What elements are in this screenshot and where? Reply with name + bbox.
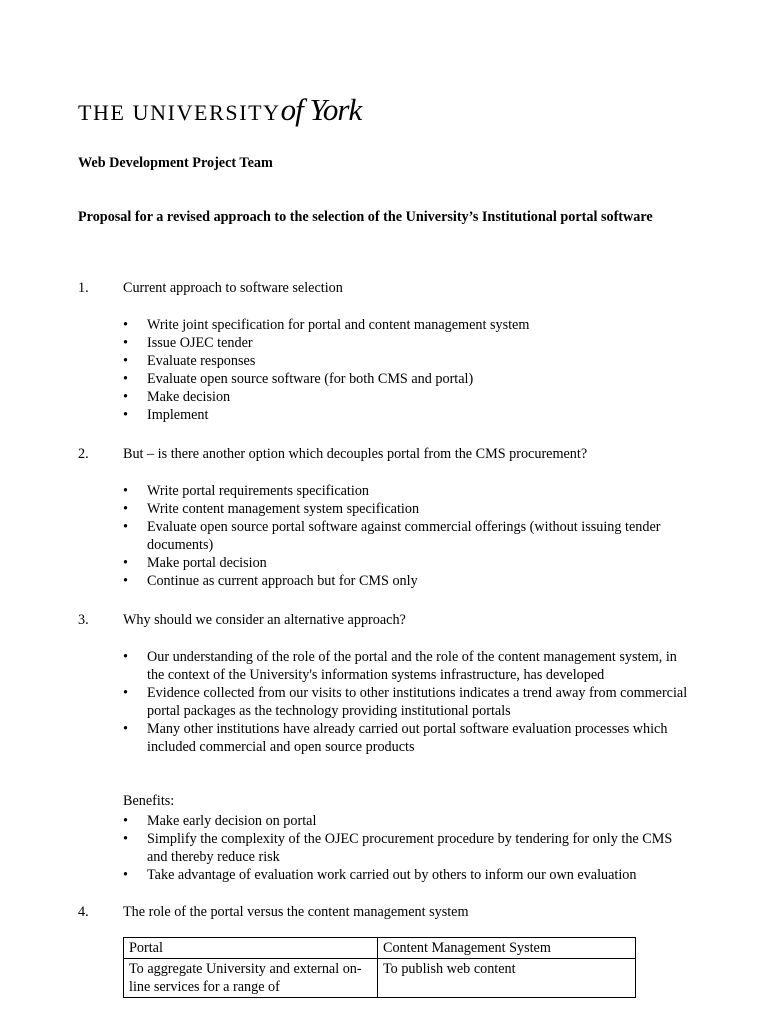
section-1-bullets	[123, 316, 693, 424]
list-item: • Implement	[123, 406, 693, 424]
list-item: • Evaluate open source portal software against commercial offerings (without issuing tender documents)	[123, 518, 683, 554]
list-item: • Take advantage of evaluation work carried out by others to inform our own evaluation	[123, 866, 693, 884]
section-1-number: 1.	[78, 280, 89, 296]
section-3-title: Why should we consider an alternative approach?	[123, 612, 406, 628]
table-header-cell: Content Management System	[378, 938, 636, 959]
benefits-label: Benefits:	[123, 793, 175, 809]
table-row	[124, 959, 636, 998]
list-item: • Simplify the complexity of the OJEC procurement procedure by tendering for only the CMS and thereby reduce risk	[123, 830, 693, 866]
section-4-number: 4.	[78, 904, 89, 920]
list-item: • Write portal requirements specification	[123, 482, 683, 500]
section-4-title: The role of the portal versus the content management system	[123, 904, 469, 920]
university-logo	[78, 92, 398, 132]
list-item: • Make early decision on portal	[123, 812, 693, 830]
list-item: • Continue as current approach but for CMS only	[123, 572, 683, 590]
logo-caps-text: THE UNIVERSITY	[78, 100, 281, 125]
section-3-number: 3.	[78, 612, 89, 628]
section-3-bullets	[123, 648, 693, 756]
section-2-title: But – is there another option which decouples portal from the CMS procurement?	[123, 446, 588, 462]
role-comparison-table	[123, 937, 636, 998]
list-item: • Make portal decision	[123, 554, 683, 572]
section-2-number: 2.	[78, 446, 89, 462]
table-header-cell: Portal	[124, 938, 378, 959]
table-header-row	[124, 938, 636, 959]
benefits-bullets	[123, 812, 693, 884]
table-cell: To aggregate University and external on-line services for a range of	[124, 959, 378, 998]
list-item: • Issue OJEC tender	[123, 334, 693, 352]
list-item: • Many other institutions have already carried out portal software evaluation processes which included commercial and open source products	[123, 720, 693, 756]
team-heading: Web Development Project Team	[78, 155, 273, 171]
list-item: • Make decision	[123, 388, 693, 406]
section-1-title: Current approach to software selection	[123, 280, 343, 296]
list-item: • Evidence collected from our visits to other institutions indicates a trend away from commercial portal packages as the technology providing institutional portals	[123, 684, 693, 720]
list-item: • Write content management system specification	[123, 500, 683, 518]
list-item: • Evaluate open source software (for both CMS and portal)	[123, 370, 693, 388]
logo-script-text: of York	[280, 92, 362, 127]
proposal-title: Proposal for a revised approach to the selection of the University’s Institutional portal software	[78, 209, 653, 225]
list-item: • Write joint specification for portal and content management system	[123, 316, 693, 334]
list-item: • Evaluate responses	[123, 352, 693, 370]
list-item: • Our understanding of the role of the portal and the role of the content management system, in the context of the University's information systems infrastructure, has developed	[123, 648, 693, 684]
section-2-bullets	[123, 482, 683, 590]
table-cell: To publish web content	[378, 959, 636, 998]
